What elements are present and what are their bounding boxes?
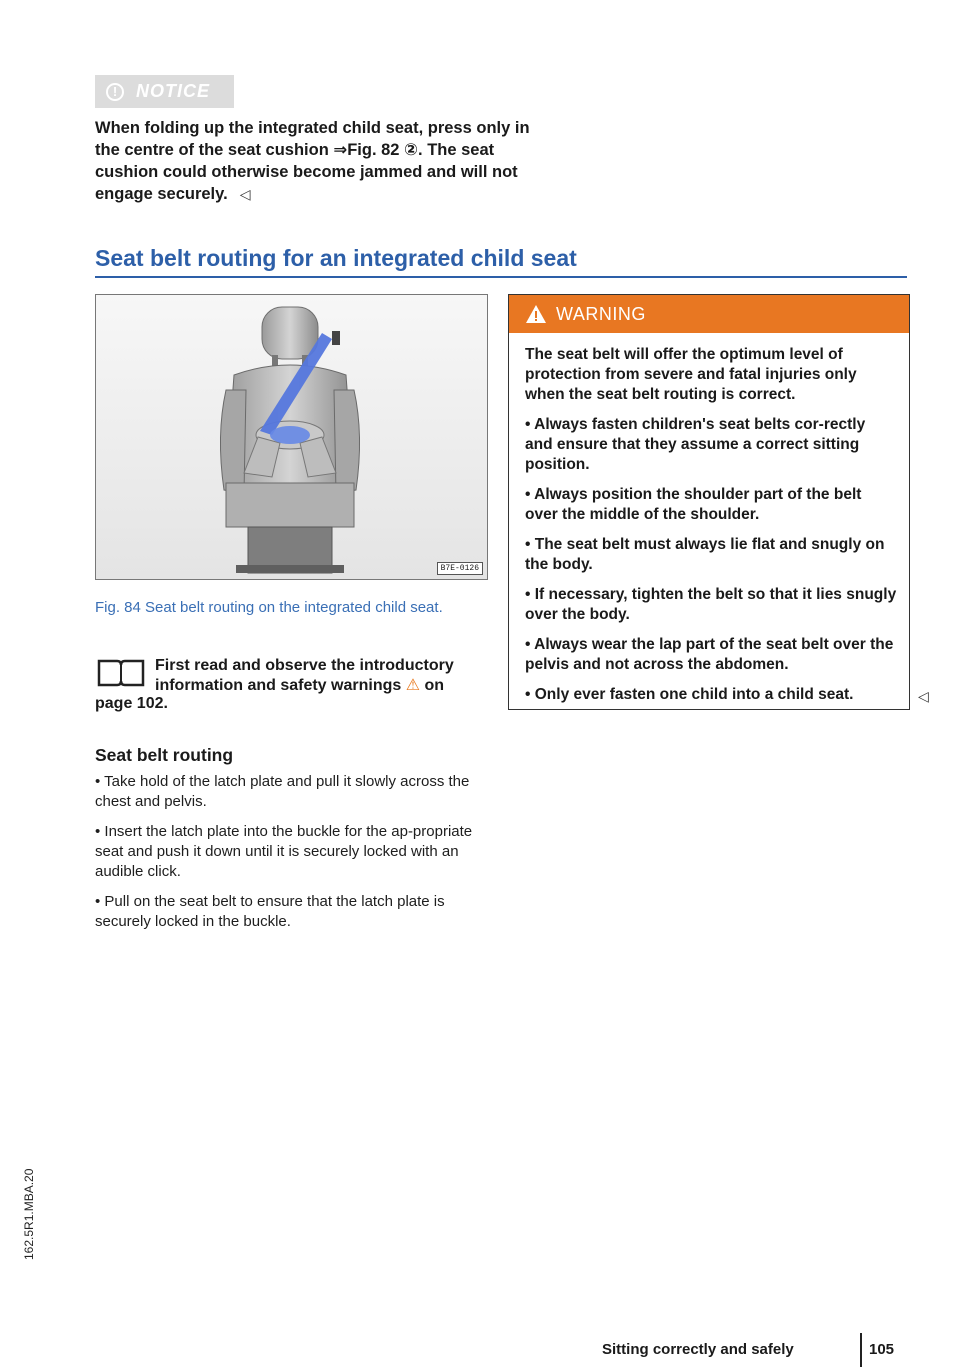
notice-badge: [95, 75, 234, 108]
warning-end-mark: ◁: [918, 688, 929, 704]
warning-header: [509, 295, 909, 333]
warning-item: • Always fasten children's seat belts cor-rectly and ensure that they assume a correct sitting position.: [525, 416, 866, 473]
first-read-line1-suffix: on: [424, 677, 445, 694]
page-number: 105: [869, 1341, 895, 1358]
first-read-page-ref: page 102.: [95, 695, 168, 712]
warning-triangle-icon: ⚠: [405, 677, 421, 694]
notice-body: When folding up the integrated child seat, press only in the centre of the seat cushion ⇒Fig. 82 ②. The seat cushion could otherwise become jammed and will not engage securely.: [95, 119, 530, 203]
notice-label: NOTICE: [136, 81, 211, 101]
warning-item: • Always wear the lap part of the seat belt over the pelvis and not across the abdomen.: [525, 636, 894, 673]
book-icon: [95, 657, 147, 689]
figure-caption-number: Fig. 84: [95, 599, 141, 616]
first-read-text: [155, 656, 495, 696]
section-rule: [95, 276, 907, 278]
figure-caption-text: Seat belt routing on the integrated child seat.: [145, 599, 443, 616]
notice-icon: !: [106, 83, 124, 101]
warning-item: • The seat belt must always lie flat and snugly on the body.: [525, 536, 885, 573]
figure-caption: [95, 598, 495, 618]
figure-code: B7E-0126: [437, 562, 483, 575]
warning-intro: The seat belt will offer the optimum level of protection from severe and fatal injuries only when the seat belt routing is correct.: [525, 346, 857, 403]
footer-separator: [860, 1333, 862, 1367]
section-title: Seat belt routing for an integrated child seat: [95, 245, 577, 271]
warning-box: [508, 294, 910, 710]
first-read-line1: First read and observe the introductory information and safety warnings: [155, 657, 454, 694]
warning-item: • Only ever fasten one child into a child seat.: [525, 686, 854, 703]
warning-body: [509, 333, 909, 705]
document-code: 162.5R1.MBA.20: [22, 1168, 36, 1260]
figure-seat-belt-routing: [95, 294, 488, 580]
child-seat-illustration: [96, 295, 487, 579]
notice-text: [95, 117, 535, 205]
notice-end-mark: ◁: [239, 186, 251, 202]
warning-label: WARNING: [556, 303, 646, 324]
routing-bullet-1: • Take hold of the latch plate and pull it slowly across the chest and pelvis.: [95, 773, 470, 810]
routing-bullet-2: • Insert the latch plate into the buckle for the ap-propriate seat and push it down until it is securely locked with an audible click.: [95, 823, 473, 880]
warning-triangle-icon: [525, 304, 547, 324]
footer-chapter-label: Sitting correctly and safely: [602, 1341, 794, 1358]
warning-item: • Always position the shoulder part of the belt over the middle of the shoulder.: [525, 486, 862, 523]
routing-heading: Seat belt routing: [95, 745, 234, 765]
warning-item: • If necessary, tighten the belt so that it lies snugly over the body.: [525, 586, 897, 623]
routing-bullet-3: • Pull on the seat belt to ensure that the latch plate is securely locked in the buckle.: [95, 893, 445, 930]
